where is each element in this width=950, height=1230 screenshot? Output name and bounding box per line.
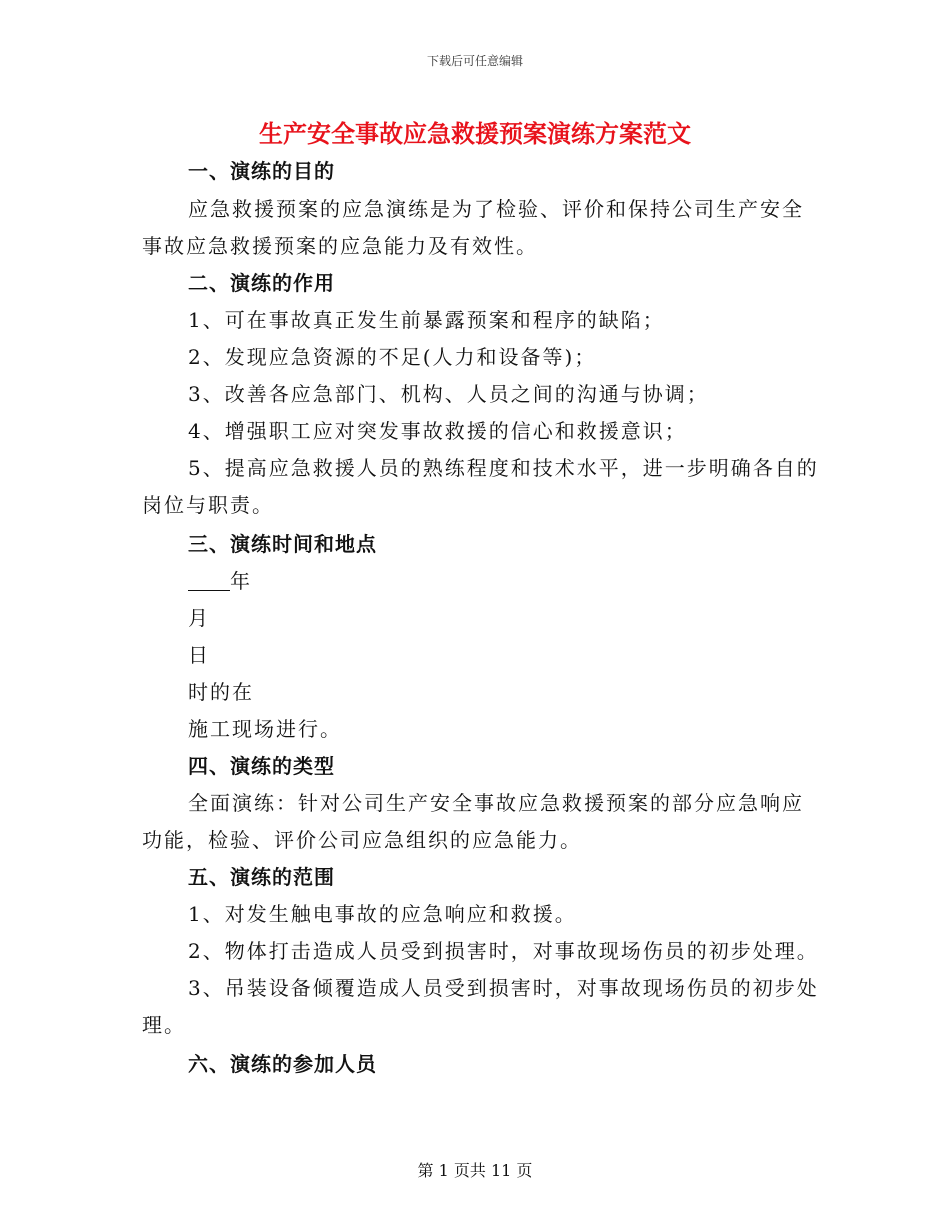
list-item: 3、改善各应急部门、机构、人员之间的沟通与协调； [188, 382, 709, 406]
list-item: 1、可在事故真正发生前暴露预案和程序的缺陷； [188, 308, 665, 332]
day-label: 日 [188, 643, 210, 667]
paragraph-line: 全面演练：针对公司生产安全事故应急救援预案的部分应急响应 [188, 791, 804, 815]
paragraph-line: 功能，检验、评价公司应急组织的应急能力。 [142, 828, 582, 852]
section-heading-3: 三、演练时间和地点 [188, 532, 377, 556]
section-heading-2: 二、演练的作用 [188, 271, 335, 295]
document-title: 生产安全事故应急救援预案演练方案范文 [259, 120, 691, 148]
list-item: 5、提高应急救援人员的熟练程度和技术水平，进一步明确各自的 [188, 456, 819, 480]
list-item: 1、对发生触电事故的应急响应和救援。 [188, 902, 577, 926]
blank-underline [188, 570, 230, 591]
hour-label: 时的在 [188, 680, 254, 704]
section-heading-5: 五、演练的范围 [188, 865, 335, 889]
page-footer: 第 1 页共 11 页 [417, 1161, 533, 1180]
list-item: 2、发现应急资源的不足(人力和设备等)； [188, 345, 597, 369]
paragraph-line: 事故应急救援预案的应急能力及有效性。 [142, 234, 538, 258]
year-label: 年 [230, 569, 252, 593]
list-item-continuation: 岗位与职责。 [142, 493, 274, 517]
list-item: 4、增强职工应对突发事故救援的信心和救援意识； [188, 419, 687, 443]
section-heading-6: 六、演练的参加人员 [188, 1052, 377, 1076]
place-text: 施工现场进行。 [188, 717, 342, 741]
list-item-continuation: 理。 [142, 1013, 186, 1037]
month-label: 月 [188, 606, 210, 630]
list-item: 3、吊装设备倾覆造成人员受到损害时，对事故现场伤员的初步处 [188, 976, 819, 1000]
page-header: 下载后可任意编辑 [426, 54, 523, 68]
list-item: 2、物体打击造成人员受到损害时，对事故现场伤员的初步处理。 [188, 939, 819, 963]
section-heading-4: 四、演练的类型 [188, 754, 335, 778]
paragraph-line: 应急救援预案的应急演练是为了检验、评价和保持公司生产安全 [188, 197, 804, 221]
section-heading-1: 一、演练的目的 [188, 159, 335, 183]
date-year-line [188, 565, 252, 594]
